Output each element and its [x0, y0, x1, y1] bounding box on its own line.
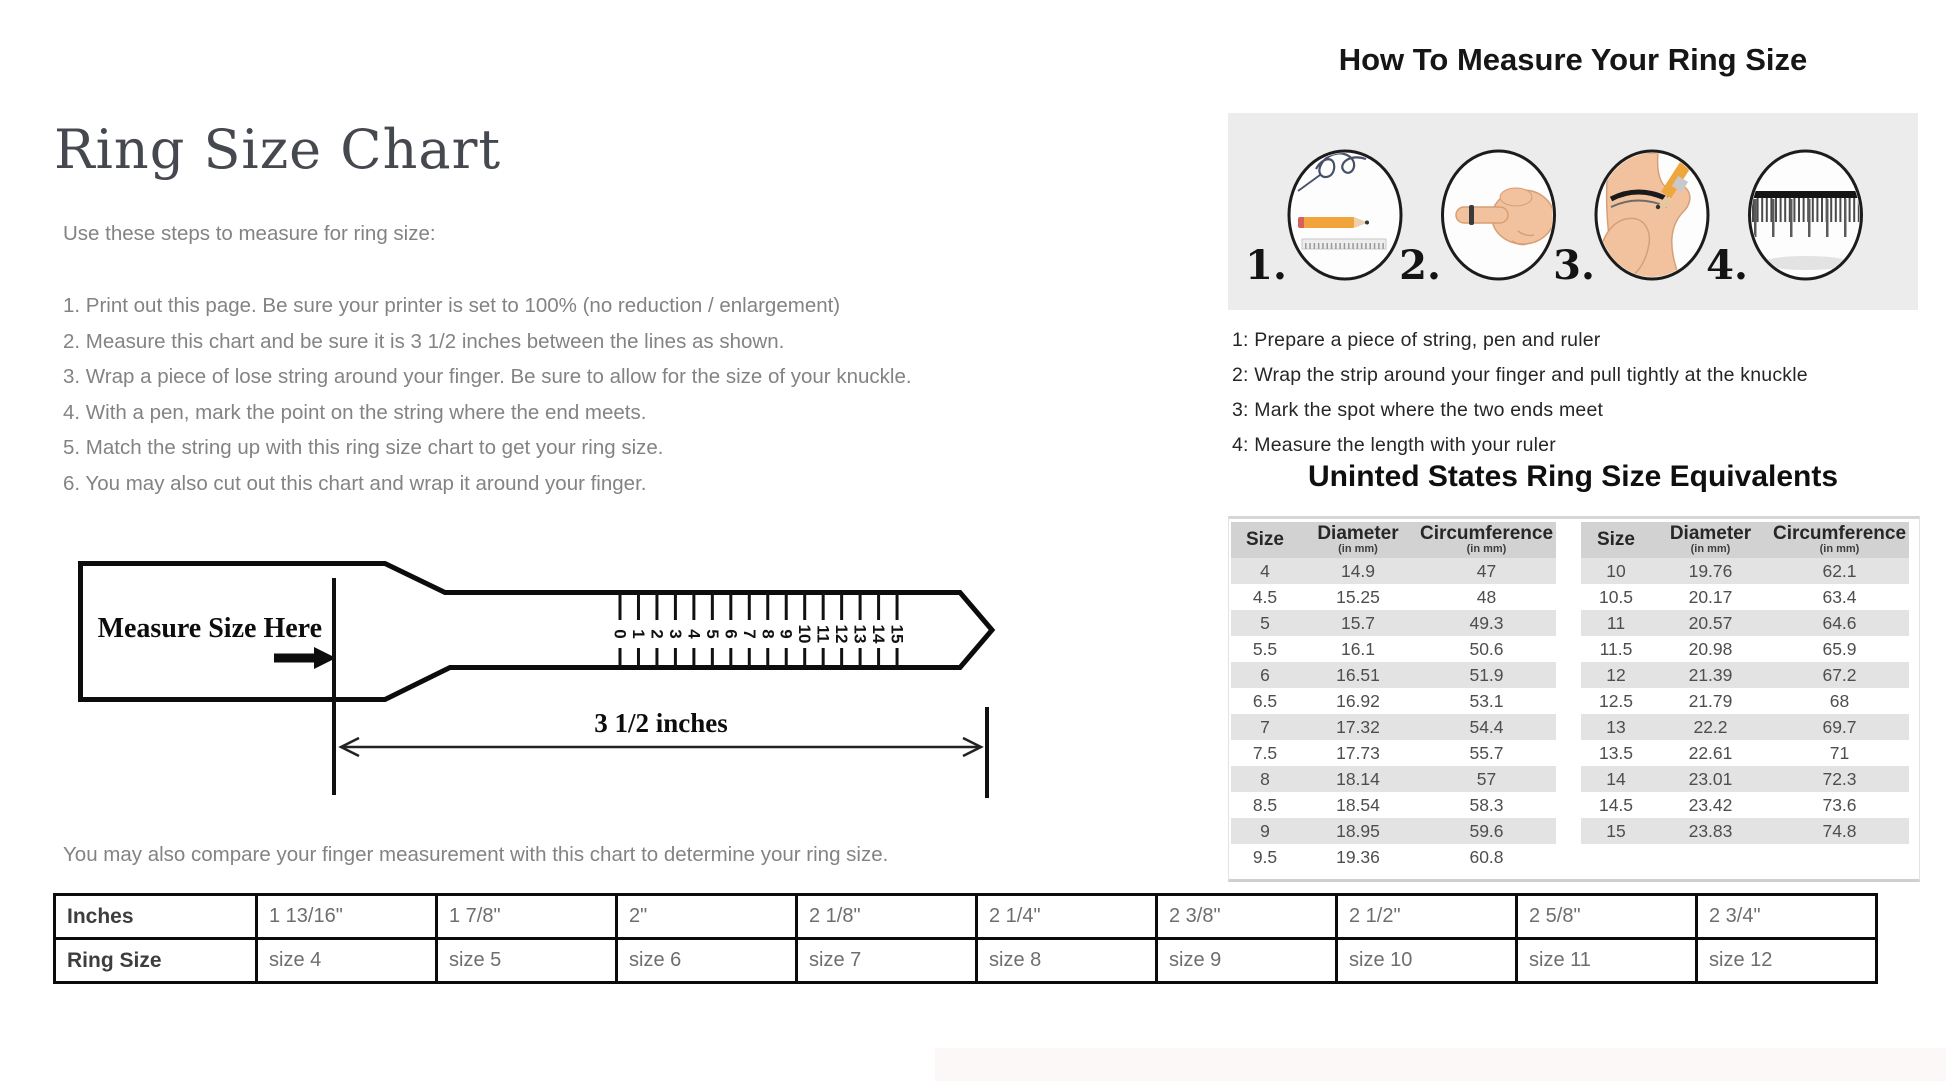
- equiv-cell: 48: [1476, 586, 1497, 607]
- equiv-cell: 11: [1606, 612, 1626, 633]
- equiv-cell: 15: [1606, 820, 1626, 841]
- footer-tint: [935, 1048, 1946, 1081]
- equiv-header-row: [1581, 522, 1909, 558]
- ring-size-cell: size 10: [1337, 939, 1517, 983]
- equiv-cell: 10.5: [1598, 586, 1634, 607]
- double-arrow-icon: [341, 738, 981, 756]
- howto-step: 1: Prepare a piece of string, pen and ruler: [1232, 329, 1601, 351]
- equiv-row: [1581, 818, 1909, 844]
- equiv-cell: 53.1: [1469, 690, 1504, 711]
- col-header-diameter: Diameter (in mm): [1651, 522, 1770, 558]
- equiv-cell: 54.4: [1469, 716, 1504, 737]
- table-row-inches: [55, 895, 1877, 939]
- sizer-tick-label: 11: [813, 625, 833, 643]
- equiv-cell: 23.42: [1688, 794, 1733, 815]
- equiv-cell: 69.7: [1822, 716, 1857, 737]
- intro-text: Use these steps to measure for ring size:: [63, 222, 436, 245]
- width-label: 3 1/2 inches: [594, 708, 728, 738]
- equiv-cell: 15.7: [1340, 612, 1376, 633]
- equiv-cell: 62.1: [1822, 560, 1857, 581]
- row-header: Ring Size: [55, 939, 257, 983]
- ring-size-cell: size 12: [1697, 939, 1877, 983]
- sizer-tick-label: 1: [628, 629, 648, 639]
- equiv-cell: 16.51: [1336, 664, 1380, 685]
- equiv-cell: 23.01: [1688, 768, 1733, 789]
- sizer-tick-label: 10: [795, 624, 815, 644]
- equiv-cell: 14.9: [1340, 560, 1376, 581]
- ring-size-cell: size 7: [797, 939, 977, 983]
- equiv-cell: 50.6: [1469, 638, 1504, 659]
- equiv-cell: 63.4: [1822, 586, 1857, 607]
- equiv-cell: 19.36: [1336, 846, 1380, 867]
- sizer-tick-label: 7: [739, 629, 759, 639]
- equiv-row: [1231, 688, 1556, 714]
- table-row-ring-size: [55, 939, 1877, 983]
- inches-cell: 2": [617, 895, 797, 939]
- equiv-row: [1581, 558, 1909, 584]
- inches-cell: 2 5/8": [1517, 895, 1697, 939]
- howto-step-number: 4.: [1706, 242, 1748, 289]
- equiv-cell: 22.2: [1693, 716, 1728, 737]
- equiv-cell: 16.1: [1340, 638, 1376, 659]
- equiv-cell: 8.5: [1252, 794, 1278, 815]
- instruction-step: 3. Wrap a piece of lose string around your finger. Be sure to allow for the size of your knuckle.: [63, 365, 912, 388]
- equiv-cell: 49.3: [1469, 612, 1504, 633]
- equiv-row: [1581, 688, 1909, 714]
- sizer-tick-label: 4: [684, 629, 704, 639]
- equiv-cell: 10: [1606, 560, 1626, 581]
- equiv-cell: 12: [1606, 664, 1626, 685]
- equiv-cell: 7: [1260, 716, 1270, 737]
- howto-step: 2: Wrap the strip around your finger and pull tightly at the knuckle: [1232, 364, 1808, 386]
- equiv-row: [1581, 610, 1909, 636]
- equiv-cell: 51.9: [1469, 664, 1504, 685]
- sizer-tick-label: 14: [869, 624, 889, 644]
- equiv-cell: 15.25: [1336, 586, 1380, 607]
- measure-size-here-label: Measure Size Here: [97, 613, 322, 644]
- instruction-step: 4. With a pen, mark the point on the string where the end meets.: [63, 400, 647, 424]
- equiv-cell: 13.5: [1598, 742, 1634, 763]
- equiv-row: [1231, 662, 1556, 688]
- howto-step: 3: Mark the spot where the two ends meet: [1232, 399, 1604, 421]
- equiv-row: [1581, 714, 1909, 740]
- howto-step: 4: Measure the length with your ruler: [1232, 434, 1556, 456]
- equiv-cell: 73.6: [1822, 794, 1857, 815]
- equiv-cell: 5: [1260, 612, 1270, 633]
- sizer-tick-label: 2: [647, 629, 667, 639]
- howto-title: How To Measure Your Ring Size: [1338, 42, 1808, 77]
- equivalents-title: Uninted States Ring Size Equivalents: [1307, 460, 1839, 493]
- equiv-cell: 71: [1829, 742, 1850, 763]
- equiv-cell: 5.5: [1252, 638, 1278, 659]
- inches-cell: 2 1/4": [977, 895, 1157, 939]
- sizer-tick-label: 8: [758, 629, 778, 639]
- equiv-cell: 20.98: [1688, 638, 1733, 659]
- howto-circle-1: [1289, 151, 1401, 279]
- sizer-tick-label: 15: [887, 624, 907, 644]
- us-ring-size-table-right: [1581, 522, 1909, 870]
- equiv-row: [1231, 584, 1556, 610]
- equiv-cell: 11.5: [1599, 638, 1633, 659]
- col-header-size: Size: [1231, 522, 1299, 558]
- equiv-cell: 60.8: [1469, 846, 1504, 867]
- equiv-cell: 64.6: [1822, 612, 1857, 633]
- equiv-cell: 9: [1260, 820, 1270, 841]
- equiv-cell: 18.14: [1336, 768, 1380, 789]
- row-header: Inches: [55, 895, 257, 939]
- equiv-cell: [1651, 844, 1770, 870]
- equiv-row: [1231, 636, 1556, 662]
- equiv-cell: 65.9: [1822, 638, 1857, 659]
- equiv-row: [1581, 766, 1909, 792]
- instruction-step: 1. Print out this page. Be sure your printer is set to 100% (no reduction / enlargement): [63, 294, 841, 317]
- howto-step-number: 1.: [1245, 242, 1287, 289]
- sizer-tick-label: 0: [610, 629, 630, 639]
- equiv-cell: 18.95: [1336, 820, 1380, 841]
- howto-step-number: 2.: [1399, 242, 1441, 289]
- us-ring-size-table-left: [1231, 522, 1556, 870]
- equiv-row: [1231, 792, 1556, 818]
- equiv-cell: 9.5: [1252, 846, 1278, 867]
- equiv-cell: 68: [1829, 690, 1850, 711]
- compare-note: You may also compare your finger measurement with this chart to determine your ring size.: [63, 843, 889, 866]
- ring-size-cell: size 9: [1157, 939, 1337, 983]
- instruction-list: [63, 288, 912, 501]
- equiv-cell: 22.61: [1688, 742, 1733, 763]
- equiv-cell: 12.5: [1598, 690, 1634, 711]
- ring-size-cell: size 6: [617, 939, 797, 983]
- equiv-cell: 47: [1476, 560, 1497, 581]
- equiv-cell: 55.7: [1469, 742, 1504, 763]
- equiv-cell: 17.32: [1336, 716, 1380, 737]
- instruction-step: 5. Match the string up with this ring size chart to get your ring size.: [63, 436, 664, 459]
- equiv-cell: 57: [1476, 768, 1497, 789]
- equiv-row: [1231, 610, 1556, 636]
- equiv-row: [1231, 714, 1556, 740]
- inches-to-size-table: [53, 893, 1878, 984]
- equiv-cell: 59.6: [1469, 820, 1504, 841]
- inches-cell: 2 1/2": [1337, 895, 1517, 939]
- equiv-cell: 72.3: [1822, 768, 1857, 789]
- equiv-row: [1231, 558, 1556, 584]
- equiv-row: [1581, 740, 1909, 766]
- equiv-cell: 20.17: [1688, 586, 1733, 607]
- equiv-cell: 8: [1260, 768, 1270, 789]
- equiv-row: [1581, 792, 1909, 818]
- page-title: Ring Size Chart: [54, 118, 502, 181]
- equiv-cell: 13: [1606, 716, 1626, 737]
- col-header-circumference: Circumference (in mm): [1770, 522, 1909, 558]
- equiv-cell: 19.76: [1688, 560, 1733, 581]
- sizer-tick-label: 13: [850, 624, 870, 644]
- equiv-cell: 58.3: [1469, 794, 1504, 815]
- equivalents-panel: [1228, 516, 1920, 882]
- equiv-row: [1581, 636, 1909, 662]
- howto-step-number: 3.: [1553, 242, 1595, 289]
- inches-cell: 1 7/8": [437, 895, 617, 939]
- inches-cell: 2 3/8": [1157, 895, 1337, 939]
- equiv-cell: 18.54: [1336, 794, 1380, 815]
- equiv-cell: 14.5: [1598, 794, 1634, 815]
- ring-size-cell: size 4: [257, 939, 437, 983]
- equiv-cell: 14: [1606, 768, 1626, 789]
- ring-sizer-diagram: [78, 560, 998, 805]
- equiv-row: [1581, 584, 1909, 610]
- equiv-cell: 74.8: [1822, 820, 1857, 841]
- ring-size-cell: size 5: [437, 939, 617, 983]
- instruction-step: 6. You may also cut out this chart and wrap it around your finger.: [63, 471, 647, 495]
- inches-cell: 1 13/16": [257, 895, 437, 939]
- col-header-diameter: Diameter (in mm): [1299, 522, 1417, 558]
- instruction-step: 2. Measure this chart and be sure it is 3 1/2 inches between the lines as shown.: [63, 329, 785, 353]
- equiv-row: [1581, 844, 1909, 870]
- equiv-row: [1231, 818, 1556, 844]
- col-header-circumference: Circumference (in mm): [1417, 522, 1556, 558]
- inches-cell: 2 1/8": [797, 895, 977, 939]
- equiv-cell: [1770, 844, 1909, 870]
- col-header-size: Size: [1581, 522, 1651, 558]
- sizer-tick-label: 9: [776, 629, 796, 639]
- equiv-cell: 20.57: [1688, 612, 1733, 633]
- equiv-cell: 17.73: [1336, 742, 1380, 763]
- equiv-cell: 4.5: [1252, 586, 1278, 607]
- equiv-cell: 21.39: [1688, 664, 1733, 685]
- equiv-cell: 6.5: [1252, 690, 1278, 711]
- ring-size-cell: size 8: [977, 939, 1157, 983]
- equiv-row: [1231, 740, 1556, 766]
- equiv-row: [1231, 766, 1556, 792]
- sizer-tick-label: 6: [721, 629, 741, 639]
- equiv-cell: [1581, 844, 1651, 870]
- howto-illustrations-panel: [1228, 113, 1918, 310]
- ring-size-cell: size 11: [1517, 939, 1697, 983]
- inches-cell: 2 3/4": [1697, 895, 1877, 939]
- equiv-cell: 7.5: [1252, 742, 1278, 763]
- equiv-cell: 16.92: [1336, 690, 1380, 711]
- sizer-tick-label: 12: [832, 624, 852, 644]
- equiv-header-row: [1231, 522, 1556, 558]
- equiv-cell: 4: [1260, 560, 1270, 581]
- equiv-row: [1231, 844, 1556, 870]
- equiv-cell: 21.79: [1688, 690, 1733, 711]
- sizer-tick-label: 5: [702, 629, 722, 639]
- howto-illustrations: [1228, 113, 1918, 310]
- equiv-row: [1581, 662, 1909, 688]
- howto-step-list: [1232, 329, 1808, 469]
- equiv-cell: 67.2: [1822, 664, 1857, 685]
- equiv-cell: 6: [1260, 664, 1270, 685]
- sizer-tick-label: 3: [665, 629, 685, 639]
- equiv-cell: 23.83: [1688, 820, 1733, 841]
